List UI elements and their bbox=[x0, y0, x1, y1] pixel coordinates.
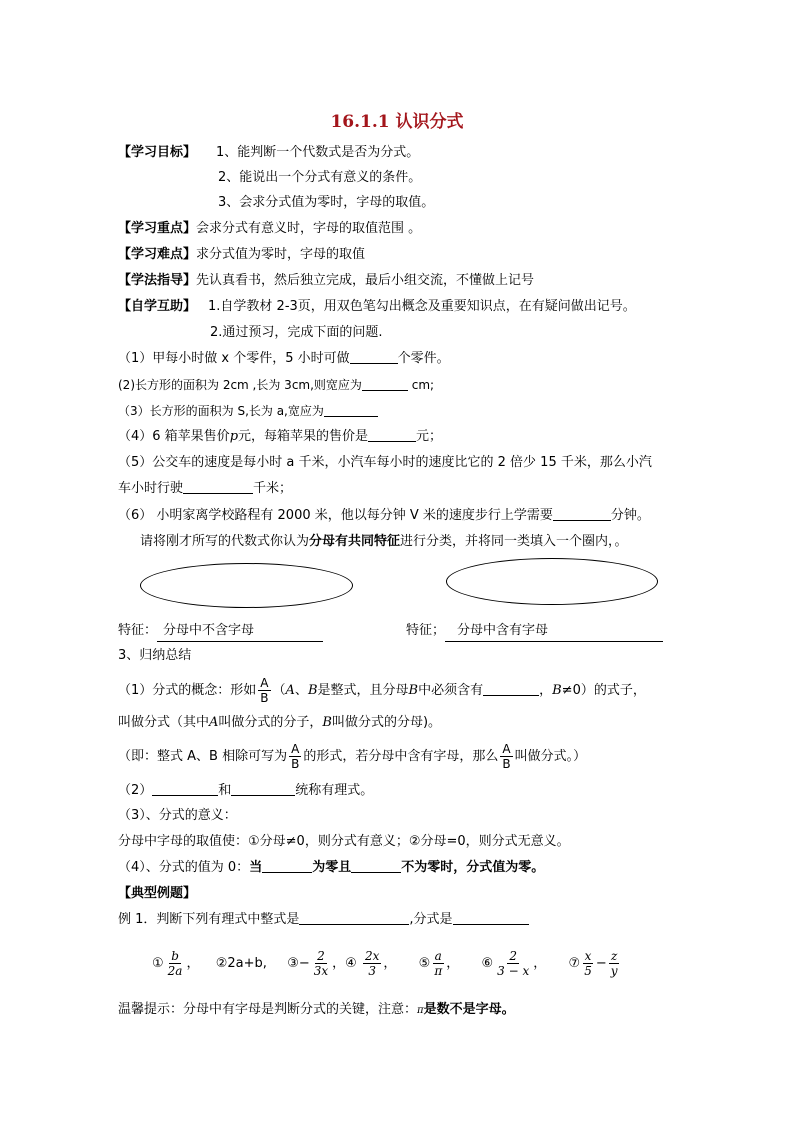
fraction-denominator: B bbox=[502, 757, 511, 771]
option-mark: ⑥ bbox=[481, 956, 494, 971]
selfstudy-item-2: 2.通过预习，完成下面的问题. bbox=[210, 325, 383, 340]
variable-a: A bbox=[285, 683, 295, 698]
goal-item: 1、能判断一个代数式是否为分式。 bbox=[216, 145, 420, 160]
definition-text: 、 bbox=[294, 683, 308, 698]
answer-blank[interactable] bbox=[231, 781, 295, 796]
question-text: （3）长方形的面积为 S,长为 a,宽应为 bbox=[118, 404, 324, 418]
fraction-a-over-b bbox=[500, 742, 512, 771]
fraction-a-over-b bbox=[289, 742, 301, 771]
selfstudy-line bbox=[118, 297, 636, 317]
answer-blank[interactable] bbox=[183, 479, 253, 494]
tip-emphasis: 是数不是字母。 bbox=[423, 1002, 515, 1017]
fraction bbox=[166, 949, 185, 978]
fraction-numerator: A bbox=[291, 742, 300, 756]
fraction-numerator: z bbox=[610, 949, 618, 963]
fraction-denominator: 3 − x bbox=[497, 964, 530, 978]
definition-text: 中必须含有 bbox=[418, 683, 484, 698]
question-3 bbox=[118, 401, 378, 421]
option-1 bbox=[152, 949, 200, 978]
zero-value-line bbox=[118, 858, 544, 878]
selfstudy-item-1: 1.自学教材 2-3页，用双色笔勾出概念及重要知识点，在有疑问做出记号。 bbox=[208, 299, 636, 314]
focus-label: 【学习重点】 bbox=[118, 221, 197, 236]
answer-blank[interactable] bbox=[324, 402, 378, 417]
question-text: 当 bbox=[249, 860, 263, 875]
variable-b: B bbox=[408, 683, 419, 698]
definition-text: （即：整式 A、B 相除可写为 bbox=[118, 749, 288, 764]
goals-label: 【学习目标】 bbox=[118, 145, 197, 160]
example-1 bbox=[118, 910, 529, 930]
question-text: （4）、分式的值为 0： bbox=[118, 860, 250, 875]
minus-sign: − bbox=[595, 956, 607, 971]
classify-instruction bbox=[140, 532, 628, 552]
definition-note bbox=[118, 742, 586, 772]
option-sep: ， bbox=[446, 956, 460, 971]
answer-blank[interactable] bbox=[362, 376, 408, 391]
instruction-text: 进行分类，并将同一类填入一个圈内，。 bbox=[400, 534, 628, 549]
question-text: 千米； bbox=[253, 481, 293, 496]
example-label: 【典型例题】 bbox=[118, 886, 197, 901]
option-mark: ⑤ bbox=[418, 956, 431, 971]
selfstudy-label: 【自学互助】 bbox=[118, 299, 197, 314]
answer-blank[interactable] bbox=[368, 427, 416, 442]
answer-blank[interactable] bbox=[152, 781, 218, 796]
question-text: 元； bbox=[416, 429, 443, 444]
pi-symbol: π bbox=[417, 1005, 424, 1016]
question-2 bbox=[118, 375, 434, 395]
fraction-denominator: B bbox=[260, 691, 269, 705]
method-text: 先认真看书，然后独立完成，最后小组交流，不懂做上记号 bbox=[196, 273, 535, 288]
question-6 bbox=[118, 506, 650, 526]
difficulty-text: 求分式值为零时，字母的取值 bbox=[196, 247, 366, 262]
question-text: （2） bbox=[118, 783, 153, 798]
fraction bbox=[363, 949, 381, 978]
meaning-heading: （3）、分式的意义： bbox=[118, 808, 237, 823]
option-3 bbox=[287, 949, 357, 978]
difficulty-line bbox=[118, 245, 365, 265]
option-6 bbox=[481, 949, 547, 978]
definition-text: 叫做分式。） bbox=[514, 749, 587, 764]
option-sep: ，④ bbox=[332, 956, 357, 971]
question-text: （1）甲每小时做 x 个零件，5 小时可做 bbox=[118, 351, 350, 366]
feature-1 bbox=[118, 621, 323, 642]
option-sep: ， bbox=[383, 956, 397, 971]
fraction-numerator: A bbox=[260, 676, 269, 690]
page-title: 16.1.1 认识分式 bbox=[330, 112, 464, 132]
goal-item: 2、能说出一个分式有意义的条件。 bbox=[218, 170, 422, 185]
definition-text: 是整式，且分母 bbox=[317, 683, 409, 698]
definition-line-2 bbox=[118, 713, 441, 733]
fraction bbox=[495, 949, 531, 978]
classification-circle-1[interactable] bbox=[140, 563, 353, 608]
question-text: (2)长方形的面积为 2cm ,长为 3cm,则宽应为 bbox=[118, 378, 362, 392]
option-7 bbox=[568, 949, 622, 978]
question-text: ,分式是 bbox=[409, 912, 453, 927]
fraction-numerator: 2x bbox=[364, 949, 380, 963]
option-5 bbox=[418, 949, 460, 978]
feature-2 bbox=[406, 621, 663, 642]
question-text: 例 1．判断下列有理式中整式是 bbox=[118, 912, 300, 927]
difficulty-label: 【学习难点】 bbox=[118, 247, 197, 262]
question-text: 统称有理式。 bbox=[295, 783, 374, 798]
question-text: 个零件。 bbox=[397, 351, 450, 366]
feature-value: 分母中不含字母 bbox=[157, 621, 323, 642]
variable-a: A bbox=[209, 715, 219, 730]
fraction-denominator: π bbox=[434, 964, 443, 978]
question-1 bbox=[118, 349, 450, 369]
tip-line bbox=[118, 1000, 515, 1021]
example-options bbox=[152, 944, 622, 984]
focus-text: 会求分式有意义时，字母的取值范围 。 bbox=[196, 221, 422, 236]
goal-item: 3、会求分式值为零时，字母的取值。 bbox=[218, 195, 435, 210]
answer-blank[interactable] bbox=[453, 910, 529, 925]
fraction bbox=[609, 949, 620, 978]
fraction bbox=[582, 949, 594, 978]
fraction-denominator: 3x bbox=[313, 964, 329, 978]
instruction-emphasis: 分母有共同特征 bbox=[309, 534, 401, 549]
option-mark: ① bbox=[152, 956, 164, 971]
definition-text: 叫做分式的分子， bbox=[218, 715, 323, 730]
method-label: 【学法指导】 bbox=[118, 273, 197, 288]
fraction-a-over-b bbox=[258, 676, 270, 705]
feature-label: 特征； bbox=[406, 623, 446, 638]
question-text: 车小时行驶 bbox=[118, 481, 184, 496]
instruction-text: 请将刚才所写的代数式你认为 bbox=[140, 534, 310, 549]
option-mark: ③− bbox=[287, 956, 310, 971]
fraction-denominator: y bbox=[610, 964, 618, 978]
meaning-text: 分母中字母的取值使：①分母≠0，则分式有意义；②分母=0，则分式无意义。 bbox=[118, 834, 570, 849]
variable-b: B bbox=[552, 683, 562, 698]
definition-text: 叫做分式（其中 bbox=[118, 715, 210, 730]
definition-text: （ bbox=[272, 683, 286, 698]
rational-question bbox=[118, 781, 373, 801]
definition-text: 叫做分式的分母)。 bbox=[331, 715, 442, 730]
answer-blank[interactable] bbox=[262, 858, 312, 873]
variable-p: p bbox=[229, 429, 239, 444]
definition-text: ≠0）的式子， bbox=[561, 683, 646, 698]
variable-b: B bbox=[322, 715, 332, 730]
method-line bbox=[118, 271, 534, 291]
answer-blank[interactable] bbox=[350, 349, 398, 364]
question-text: 为零且 bbox=[312, 860, 352, 875]
option-sep: ， bbox=[533, 956, 547, 971]
variable-b: B bbox=[307, 683, 318, 698]
classification-circle-2[interactable] bbox=[446, 558, 658, 605]
answer-blank[interactable] bbox=[483, 681, 539, 696]
feature-value: 分母中含有字母 bbox=[445, 621, 663, 642]
fraction-denominator: 2a bbox=[167, 964, 183, 978]
definition-text: 的形式，若分母中含有字母，那么 bbox=[303, 749, 499, 764]
goals-line-1 bbox=[118, 143, 419, 163]
question-5-cont bbox=[118, 479, 292, 499]
fraction-numerator: 2 bbox=[509, 949, 518, 963]
option-mark: ⑦ bbox=[568, 956, 581, 971]
definition-text: ， bbox=[539, 683, 553, 698]
feature-label: 特征： bbox=[118, 623, 158, 638]
fraction-numerator: a bbox=[434, 949, 442, 963]
question-text: cm; bbox=[407, 378, 435, 392]
question-text: （6） 小明家离学校路程有 2000 米，他以每分钟 V 米的速度步行上学需要 bbox=[118, 508, 553, 523]
fraction-denominator: 5 bbox=[584, 964, 592, 978]
definition-line bbox=[118, 676, 646, 704]
definition-text: （1）分式的概念：形如 bbox=[118, 683, 257, 698]
option-2: ②2a+b, bbox=[215, 956, 267, 971]
fraction-numerator: b bbox=[171, 949, 179, 963]
fraction-denominator: 3 bbox=[368, 964, 376, 978]
question-4 bbox=[118, 427, 442, 447]
answer-blank[interactable] bbox=[553, 506, 611, 521]
fraction-numerator: A bbox=[502, 742, 511, 756]
option-4 bbox=[361, 949, 397, 978]
answer-blank[interactable] bbox=[351, 858, 401, 873]
fraction-numerator: 2 bbox=[317, 949, 325, 963]
fraction-numerator: x bbox=[584, 949, 592, 963]
question-text: 元，每箱苹果的售价是 bbox=[238, 429, 369, 444]
question-5: （5）公交车的速度是每小时 a 千米，小汽车每小时的速度比它的 2 倍少 15 千米，那么小汽 bbox=[118, 455, 652, 470]
question-text: （4）6 箱苹果售价 bbox=[118, 429, 230, 444]
question-text: 分钟。 bbox=[610, 508, 650, 523]
option-sep: ， bbox=[186, 956, 200, 971]
fraction bbox=[432, 949, 444, 978]
question-text: 不为零时，分式值为零。 bbox=[401, 860, 545, 875]
answer-blank[interactable] bbox=[299, 910, 409, 925]
focus-line bbox=[118, 219, 421, 239]
question-text: 和 bbox=[218, 783, 232, 798]
tip-text: 温馨提示：分母中有字母是判断分式的关键，注意： bbox=[118, 1002, 418, 1017]
fraction bbox=[312, 949, 330, 978]
fraction-denominator: B bbox=[291, 757, 300, 771]
summary-heading: 3、归纳总结 bbox=[118, 648, 192, 663]
